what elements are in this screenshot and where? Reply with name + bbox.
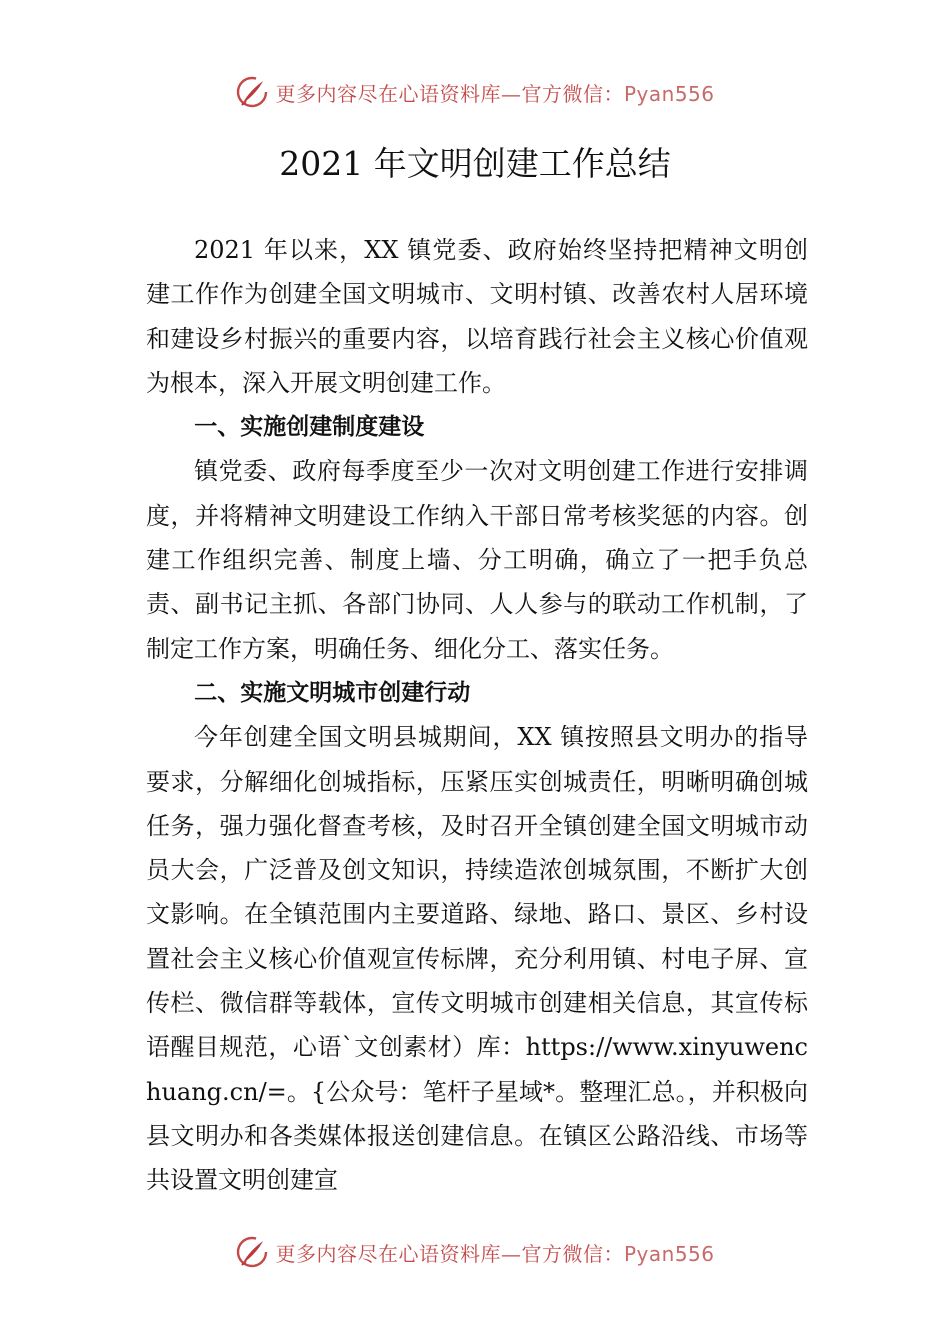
section-heading: 二、实施文明城市创建行动 [194,679,471,706]
body-paragraph: 2021 年以来，XX 镇党委、政府始终坚持把精神文明创建工作作为创建全国文明城市、文明村镇、改善农村人居环境和建设乡村振兴的重要内容，以培育践行社会主义核心价值观为根本，深入开展文明创建工作。 [146,236,808,397]
quill-pen-logo-icon [235,75,269,109]
wechat-handle: Pyan556 [623,1241,715,1266]
body-paragraph: 镇党委、政府每季度至少一次对文明创建工作进行安排调度，并将精神文明建设工作纳入干部日常考核奖惩的内容。创建工作组织完善、制度上墙、分工明确，确立了一把手负总责、副书记主抓、各部门协同、人人参与的联动工作机制，了制定工作方案，明确任务、细化分工、落实任务。 [146,457,808,663]
quill-pen-logo-icon [235,1235,269,1269]
body-paragraph: 今年创建全国文明县城期间，XX 镇按照县文明办的指导要求，分解细化创城指标，压紧压实创城责任，明晰明确创城任务，强力强化督查考核，及时召开全镇创建全国文明城市动员大会，广泛普及创文知识，持续造浓创城氛围，不断扩大创文影响。在全镇范围内主要道路、绿地、路口、景区、乡村设置社会主义核心价值观宣传标牌，充分利用镇、村电子屏、宣传栏、微信群等载体，宣传文明城市创建相关信息，其宣传标语醒目规范，心语`文创素材）库：https://www.xinyuwenchuang.cn/=。{公众号：笔杆子星域*。整理汇总。，并积极向县文明办和各类媒体报送创建信息。在镇区公路沿线、市场等共设置文明创建宣 [146,723,808,1195]
wechat-handle: Pyan556 [623,81,715,106]
header-watermark [0,72,950,112]
document-body [146,228,808,1203]
page-title: 2021 年文明创建工作总结 [279,144,671,183]
footer-watermark [0,1232,950,1272]
watermark-text: 更多内容尽在心语资料库—官方微信：Pyan556 [275,1241,715,1266]
section-heading: 一、实施创建制度建设 [194,414,425,441]
watermark-text: 更多内容尽在心语资料库—官方微信：Pyan556 [275,81,715,106]
